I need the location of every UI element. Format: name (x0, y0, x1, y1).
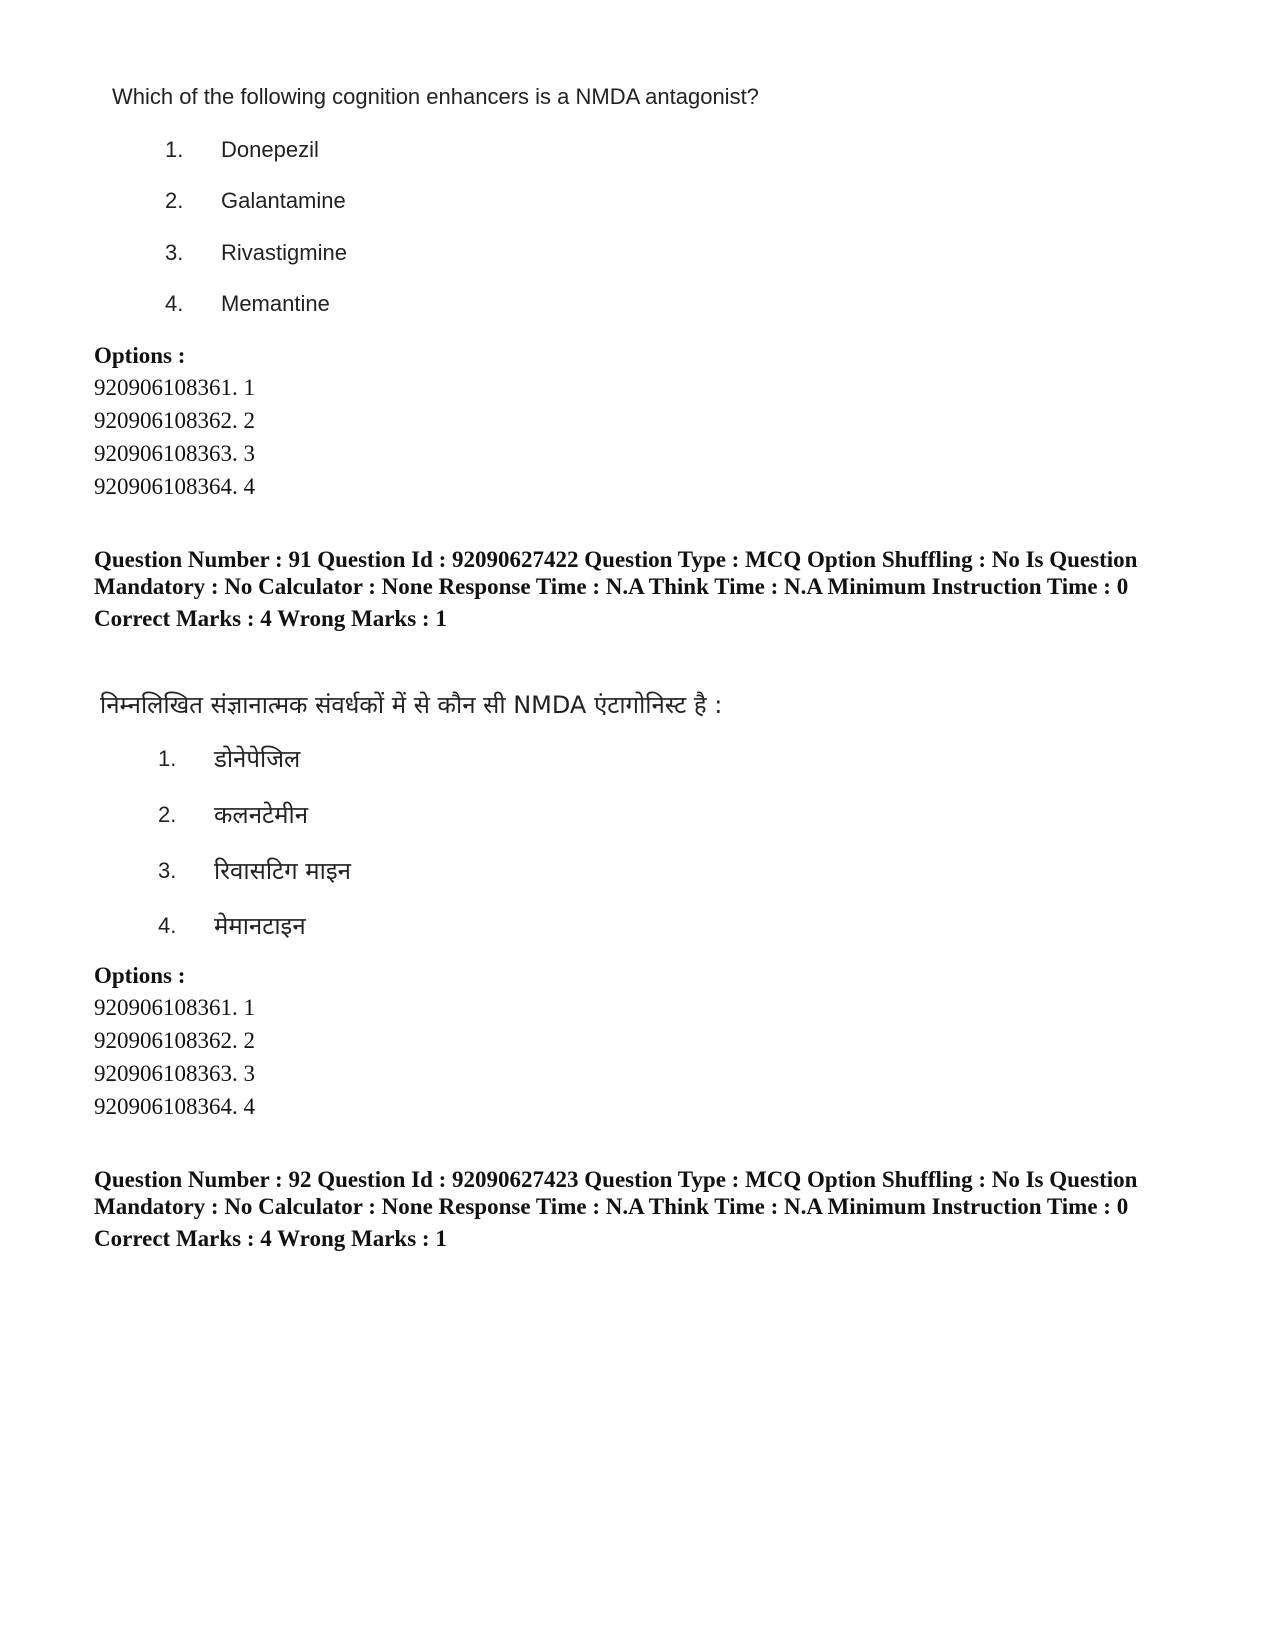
options-block (94, 341, 255, 503)
options-list (94, 991, 255, 1123)
question-marks: Correct Marks : 4 Wrong Marks : 1 (94, 606, 447, 631)
option-label: डोनेपेजिल (214, 745, 301, 773)
option-label: Galantamine (221, 188, 346, 213)
option-number: 2. (158, 802, 177, 827)
option-number: 4. (158, 913, 177, 938)
question-marks: Correct Marks : 4 Wrong Marks : 1 (94, 1226, 447, 1251)
option-number: 2. (165, 188, 184, 213)
options-heading: Options : (94, 343, 186, 368)
option-id: 920906108362. 2 (94, 1028, 255, 1053)
option-number: 1. (165, 137, 184, 162)
option-id: 920906108364. 4 (94, 1094, 255, 1119)
options-block (94, 961, 255, 1123)
options-list (94, 371, 255, 503)
question-text-hindi: निम्नलिखित संज्ञानात्मक संवर्धकों में से कौन सी NMDA एंटागोनिस्ट है : (100, 691, 723, 719)
option-id: 920906108363. 3 (94, 1061, 255, 1086)
question-meta (94, 1166, 1184, 1252)
option-id: 920906108361. 1 (94, 995, 255, 1020)
option-number: 4. (165, 291, 184, 316)
option-id: 920906108361. 1 (94, 375, 255, 400)
question-meta-line: Question Number : 92 Question Id : 92090627423 Question Type : MCQ Option Shuffling : No Is Question Mandatory : No Calculator : None Response Time : N.A Think Time : N.A Minimum Instruction Time : 0 (94, 1167, 1138, 1219)
question-meta (94, 546, 1184, 632)
option-label: Memantine (221, 291, 330, 316)
option-id: 920906108364. 4 (94, 474, 255, 499)
option-label: Donepezil (221, 137, 319, 162)
question-text-english: Which of the following cognition enhancers is a NMDA antagonist? (112, 84, 759, 109)
option-id: 920906108363. 3 (94, 441, 255, 466)
option-label: मेमानटाइन (214, 912, 306, 940)
option-label: Rivastigmine (221, 240, 347, 265)
option-id: 920906108362. 2 (94, 408, 255, 433)
option-number: 1. (158, 746, 177, 771)
option-number: 3. (158, 858, 177, 883)
option-number: 3. (165, 240, 184, 265)
options-heading: Options : (94, 963, 186, 988)
option-label: रिवासटिग माइन (214, 857, 351, 885)
option-label: कलनटेमीन (214, 801, 309, 829)
question-meta-line: Question Number : 91 Question Id : 92090627422 Question Type : MCQ Option Shuffling : No Is Question Mandatory : No Calculator : None Response Time : N.A Think Time : N.A Minimum Instruction Time : 0 (94, 547, 1138, 599)
